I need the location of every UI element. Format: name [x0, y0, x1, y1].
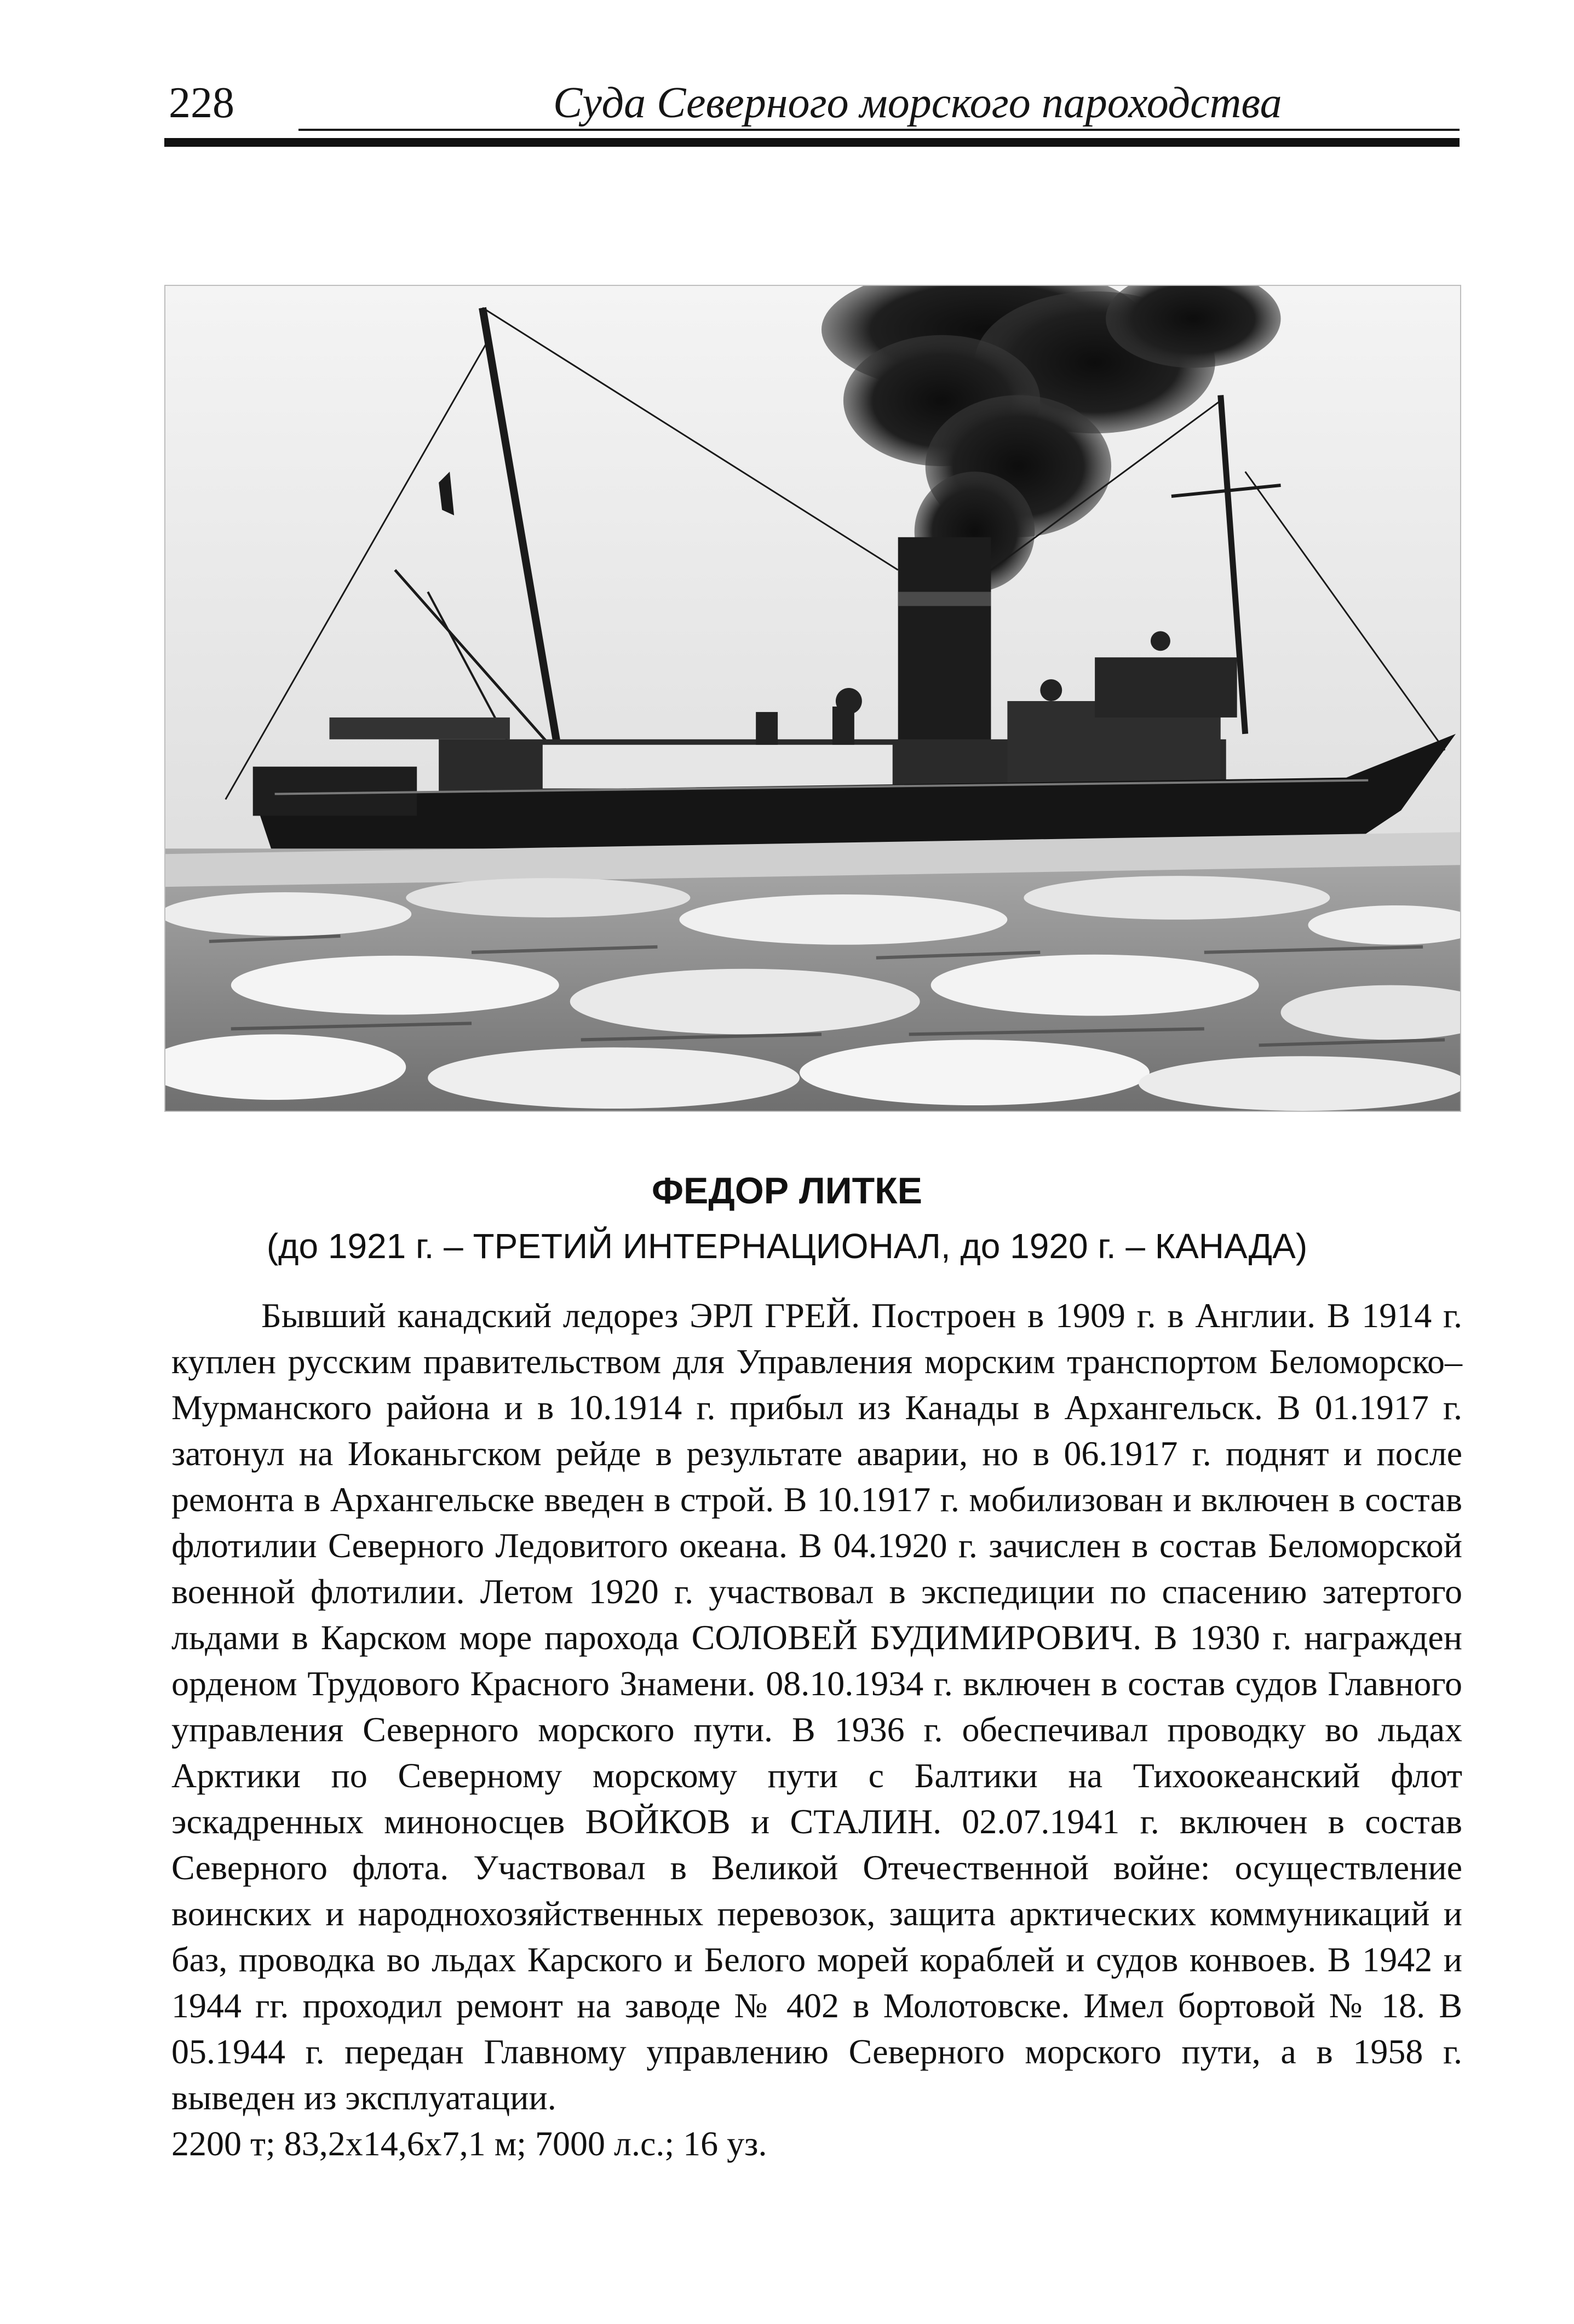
ice-field — [165, 832, 1460, 1111]
header-rule-thin — [298, 129, 1460, 131]
ship-in-ice-photo-icon — [165, 286, 1460, 1111]
running-title: Суда Северного морского пароходства — [553, 79, 1282, 127]
ship-photo — [164, 285, 1461, 1112]
ship-title: ФЕДОР ЛИТКЕ — [652, 1170, 922, 1212]
header-rule-thick — [164, 138, 1460, 147]
history-paragraph: Бывший канадский ледорез ЭРЛ ГРЕЙ. Построен в 1909 г. в Англии. В 1914 г. куплен русским правительством для Управления морским транспортом Беломорско–Мурманского района и в 10.1914 г. прибыл из Канады в Архангельск. В 01.1917 г. затонул на Иоканьгском рейде в результате аварии, но в 06.1917 г. поднят и после ремонта в Архангельске введен в строй. В 10.1917 г. мобилизован и включен в состав флотилии Северного Ледовитого океана. В 04.1920 г. зачислен в состав Беломорской военной флотилии. Летом 1920 г. участвовал в экспедиции по спасению затертого льдами в Карском море парохода СОЛОВЕЙ БУДИМИРОВИЧ. В 1930 г. награжден орденом Трудового Красного Знамени. 08.10.1934 г. включен в состав судов Главного управления Северного морского пути. В 1936 г. обеспечивал проводку во льдах Арктики по Северному морскому пути с Балтики на Тихоокеанский флот эскадренных миноносцев ВОЙКОВ и СТАЛИН. 02.07.1941 г. включен в состав Северного флота. Участвовал в Великой Отечественной войне: осуществление воинских и народнохозяйственных перевозок, защита арктических коммуникаций и баз, проводка во льдах Карского и Белого морей кораблей и судов конвоев. В 1942 и 1944 гг. проходил ремонт на заводе № 402 в Молотовске. Имел бортовой № 18. В 05.1944 г. передан Главному управлению Северного морского пути, а в 1958 г. выведен из эксплуатации. — [171, 1296, 1462, 2117]
page-number: 228 — [169, 79, 234, 127]
article-body — [171, 1293, 1462, 2167]
former-names: (до 1921 г. – ТРЕТИЙ ИНТЕРНАЦИОНАЛ, до 1920 г. – КАНАДА) — [266, 1226, 1308, 1266]
specifications: 2200 т; 83,2х14,6х7,1 м; 7000 л.с.; 16 уз. — [171, 2124, 767, 2163]
